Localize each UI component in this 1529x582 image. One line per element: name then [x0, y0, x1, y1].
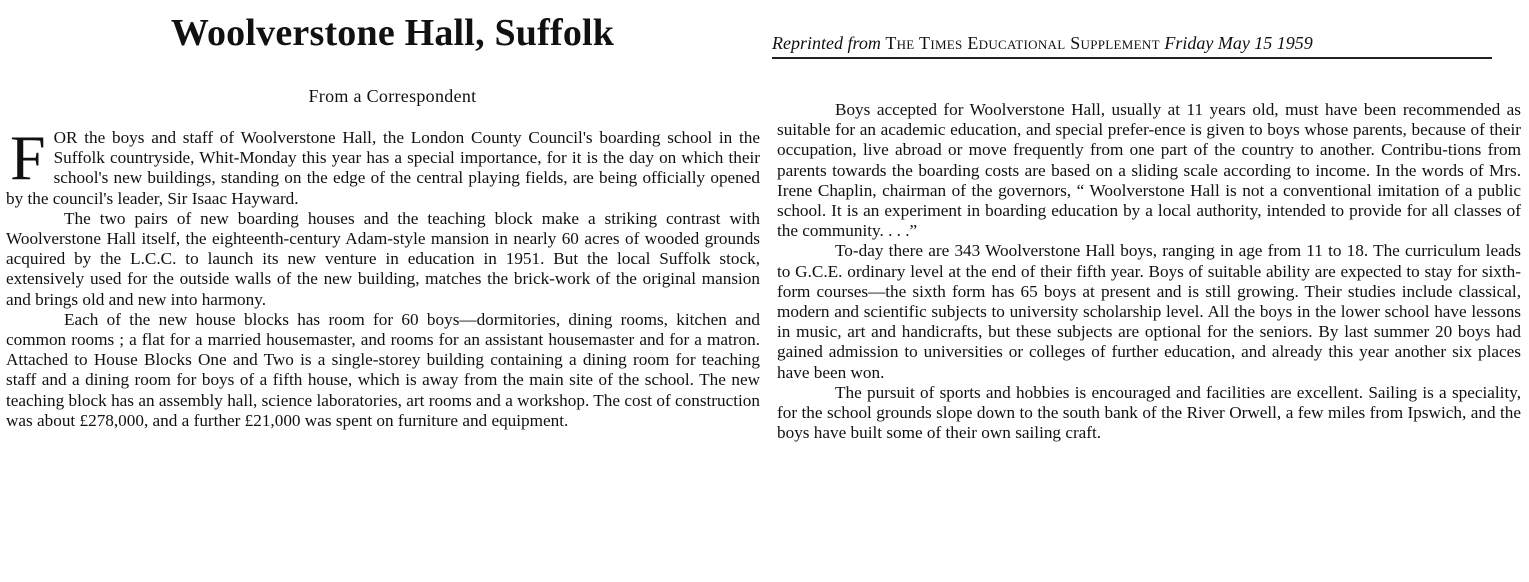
- reprint-prefix: Reprinted from: [772, 33, 881, 53]
- paragraph: [6, 122, 760, 209]
- right-column: [777, 100, 1521, 443]
- reprint-date: Friday May 15 1959: [1164, 33, 1313, 53]
- paragraph: Each of the new house blocks has room for 60 boys—dormitories, dining rooms, kitchen and common rooms ; a flat for a married housemaster, and rooms for an assistant housemaster and for a matron. Attached to House Blocks One and Two is a single-storey building containing a dining room for teaching staff and a dining room for boys of a fifth house, which is away from the main site of the school. The new teaching block has an assembly hall, science laboratories, art rooms and a workshop. The cost of construction was about £278,000, and a further £21,000 was spent on furniture and equipment.: [6, 309, 760, 430]
- paragraph: The two pairs of new boarding houses and the teaching block make a striking contrast with Woolverstone Hall itself, the eighteenth-century Adam-style mansion in nearly 60 acres of wooded grounds acquired by the L.C.C. to launch its new venture in education in 1951. But the local Suffolk stock, extensively used for the outside walls of the new building, matches the brick-work of the original mansion and brings old and new into harmony.: [6, 208, 760, 309]
- byline: From a Correspondent: [308, 86, 477, 106]
- paragraph: To-day there are 343 Woolverstone Hall boys, ranging in age from 11 to 18. The curriculum leads to G.C.E. ordinary level at the end of their fifth year. Boys of suitable ability are expected to stay for sixth-form courses—the sixth form has 65 boys at present and is still growing. Their studies include classical, modern and scientific subjects to university scholarship level. All the boys in the lower school have lessons in music, art and handicrafts, but these subjects are optional for the seniors. By last summer 20 boys had gained admission to universities or colleges of further education, and already this year another six places have been won.: [777, 241, 1521, 382]
- left-column: [6, 122, 760, 431]
- paragraph: The pursuit of sports and hobbies is encouraged and facilities are excellent. Sailing is a speciality, for the school grounds slope down to the south bank of the River Orwell, a few miles from Ipswich, and the boys have built some of their own sailing craft.: [777, 382, 1521, 443]
- paragraph-text: OR the boys and staff of Woolverstone Hall, the London County Council's boarding school in the Suffolk countryside, Whit-Monday this year has a special importance, for it is the day on which their school's new buildings, standing on the edge of the central playing fields, are being officially opened by the council's leader, Sir Isaac Hayward.: [6, 128, 760, 208]
- headline: Woolverstone Hall, Suffolk: [170, 12, 615, 54]
- paragraph: Boys accepted for Woolverstone Hall, usually at 11 years old, must have been recommended as suitable for an academic education, and special prefer-ence is given to boys whose parents, because of their occupation, live abroad or move frequently from one part of the country to another. Contribu-tions from parents towards the boarding costs are based on a sliding scale according to income. In the words of Mrs. Irene Chaplin, chairman of the governors, “ Woolverstone Hall is not a conventional imitation of a public school. It is an experiment in boarding education by a local authority, intended to provide for all classes of the community. . . .”: [777, 100, 1521, 241]
- reprint-note: [772, 32, 1492, 59]
- drop-cap: F: [10, 122, 46, 193]
- reprint-publication: The Times Educational Supplement: [885, 33, 1160, 53]
